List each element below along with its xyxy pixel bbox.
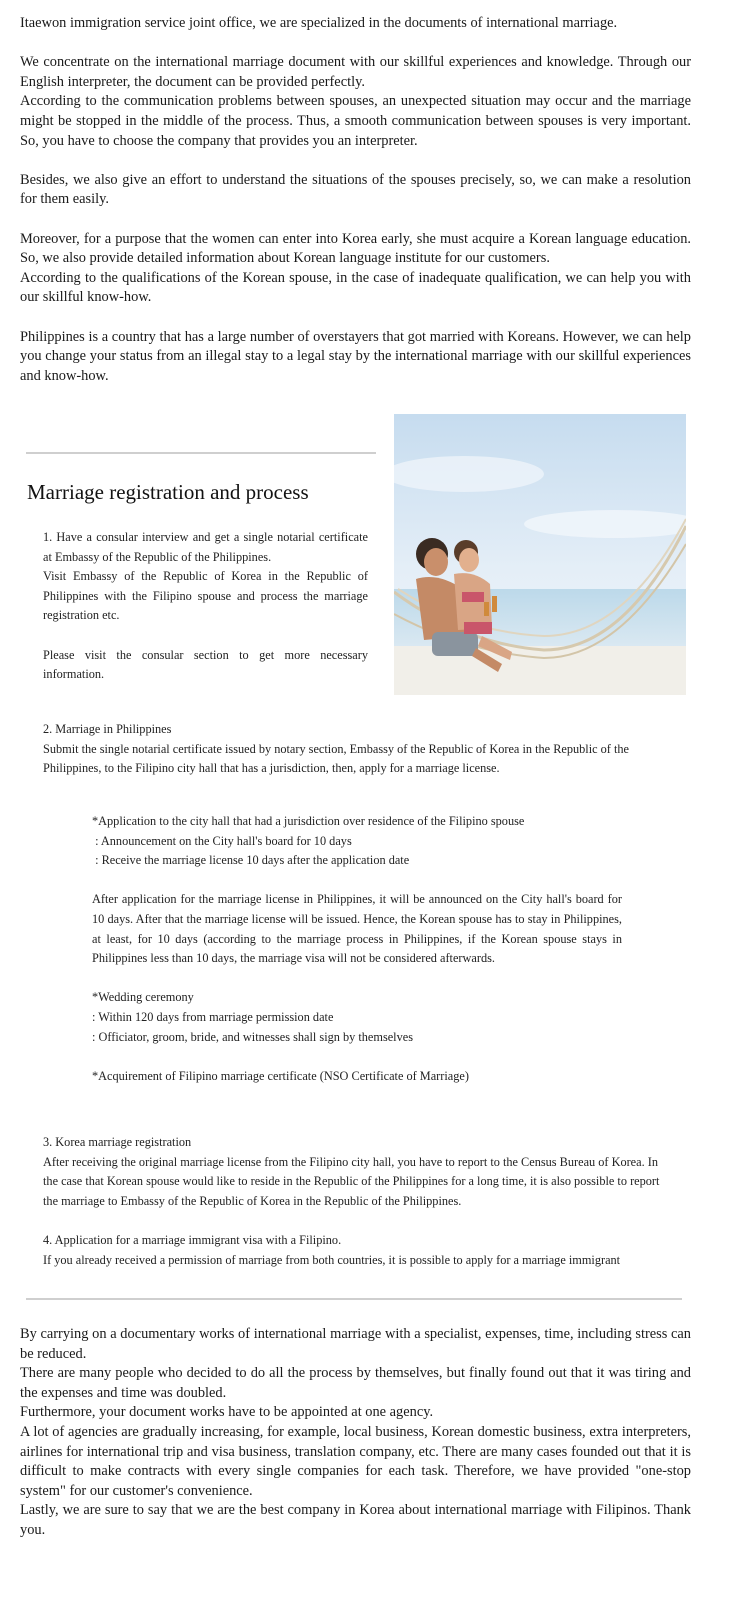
couple-beach-photo bbox=[394, 414, 686, 695]
intro-sentence: According to the communication problems between spouses, an unexpected situation may occur and the marriage might be stopped in the middle of the process. Thus, a smooth communication between spouses is very important. So, you have to choose the company that provides you an interpreter. bbox=[20, 93, 691, 149]
intro-paragraph bbox=[20, 53, 691, 151]
step-4-text: If you already received a permission of marriage from both countries, it is possible to apply for a marriage immigrant bbox=[43, 1252, 621, 1267]
step-3-heading: 3. Korea marriage registration bbox=[43, 1135, 192, 1149]
step-4-heading: 4. Application for a marriage immigrant visa with a Filipino. bbox=[43, 1232, 342, 1247]
closing-paragraph: Furthermore, your document works have to be appointed at one agency. bbox=[20, 1404, 434, 1421]
intro-paragraph: Besides, we also give an effort to understand the situations of the spouses precisely, so, we can make a resolution for them easily. bbox=[20, 171, 691, 208]
intro-sentence: We concentrate on the international marriage document with our skillful experiences and knowledge. Through our English interpreter, the document can be provided perfectly. bbox=[20, 54, 691, 90]
step-2-text: Submit the single notarial certificate issued by notary section, Embassy of the Republic of Korea in the Republic of the Philippines, to the Filipino city hall that has a jurisdiction, then, apply for a marriage license. bbox=[43, 741, 629, 776]
closing-paragraph: Lastly, we are sure to say that we are the best company in Korea about international marriage with Filipinos. Thank you. bbox=[20, 1502, 691, 1538]
section-divider bbox=[26, 452, 376, 454]
application-heading: *Application to the city hall that had a jurisdiction over residence of the Filipino spouse bbox=[92, 814, 525, 828]
section-title: Marriage registration and process bbox=[27, 480, 309, 504]
step-2-heading: 2. Marriage in Philippines bbox=[43, 722, 172, 736]
wedding-item: : Within 120 days from marriage permission date bbox=[92, 1009, 334, 1024]
step-1-note: Please visit the consular section to get more necessary information. bbox=[43, 647, 368, 682]
wedding-item: : Officiator, groom, bride, and witnesses shall sign by themselves bbox=[92, 1029, 413, 1044]
closing-paragraph: There are many people who decided to do all the process by themselves, but finally found out that it was tiring and the expenses and time was doubled. bbox=[20, 1365, 691, 1401]
application-paragraph: After application for the marriage license in Philippines, it will be announced on the City hall's board for 10 days. After that the marriage license will be issued. Hence, the Korean spouse has to stay in Philippines, at least, for 10 days (according to the marriage process in Philippines, if the Korean spouse stays in Philippines less than 10 days, the marriage visa will not be considered afterwards. bbox=[92, 892, 622, 966]
step-1-block bbox=[43, 528, 368, 685]
intro-paragraph bbox=[20, 230, 691, 308]
section-divider bbox=[26, 1298, 682, 1300]
wedding-heading: *Wedding ceremony bbox=[92, 990, 194, 1005]
step-3-4-block bbox=[43, 1133, 663, 1270]
step-1-text: Visit Embassy of the Republic of Korea in the Republic of Philippines with the Filipino spouse and process the marriage registration etc. bbox=[43, 569, 368, 623]
step-1-text: 1. Have a consular interview and get a single notarial certificate at Embassy of the Republic of the Philippines. bbox=[43, 530, 368, 564]
intro-paragraph: Philippines is a country that has a large number of overstayers that got married with Koreans. However, we can help you change your status from an illegal stay to a legal stay by the international marriage with our skillful experiences and know-how. bbox=[20, 328, 691, 384]
intro-paragraph: Itaewon immigration service joint office, we are specialized in the documents of international marriage. bbox=[20, 15, 618, 31]
step-3-text: After receiving the original marriage license from the Filipino city hall, you have to report to the Census Bureau of Korea. In the case that Korean spouse would like to reside in the Republic of the Philippines for a long time, it is also possible to report the marriage to Embassy of the Republic of Korea in the Republic of the Philippines. bbox=[43, 1154, 660, 1208]
intro-sentence: According to the qualifications of the Korean spouse, in the case of inadequate qualification, we can help you with our skillful know-how. bbox=[20, 269, 691, 306]
certificate-note: *Acquirement of Filipino marriage certificate (NSO Certificate of Marriage) bbox=[92, 1068, 469, 1083]
step-2-block bbox=[43, 720, 663, 779]
application-item: : Receive the marriage license 10 days after the application date bbox=[92, 853, 410, 868]
closing-text bbox=[20, 1325, 691, 1541]
closing-paragraph: By carrying on a documentary works of international marriage with a specialist, expenses, time, including stress can be reduced. bbox=[20, 1326, 691, 1362]
intro-sentence: Moreover, for a purpose that the women can enter into Korea early, she must acquire a Korean language education. So, we also provide detailed information about Korean language institute for our customers. bbox=[20, 230, 691, 267]
intro-text bbox=[20, 14, 691, 386]
application-item: : Announcement on the City hall's board for 10 days bbox=[92, 833, 352, 848]
closing-paragraph: A lot of agencies are gradually increasing, for example, local business, Korean domestic business, extra interpreters, airlines for international trip and visa business, translation company, etc. There are many cases founded out that it is difficult to make contracts with every single companies for each task. Therefore, we have provided "one-stop system" for our customer's convenience. bbox=[20, 1423, 691, 1499]
application-details bbox=[92, 812, 622, 1086]
